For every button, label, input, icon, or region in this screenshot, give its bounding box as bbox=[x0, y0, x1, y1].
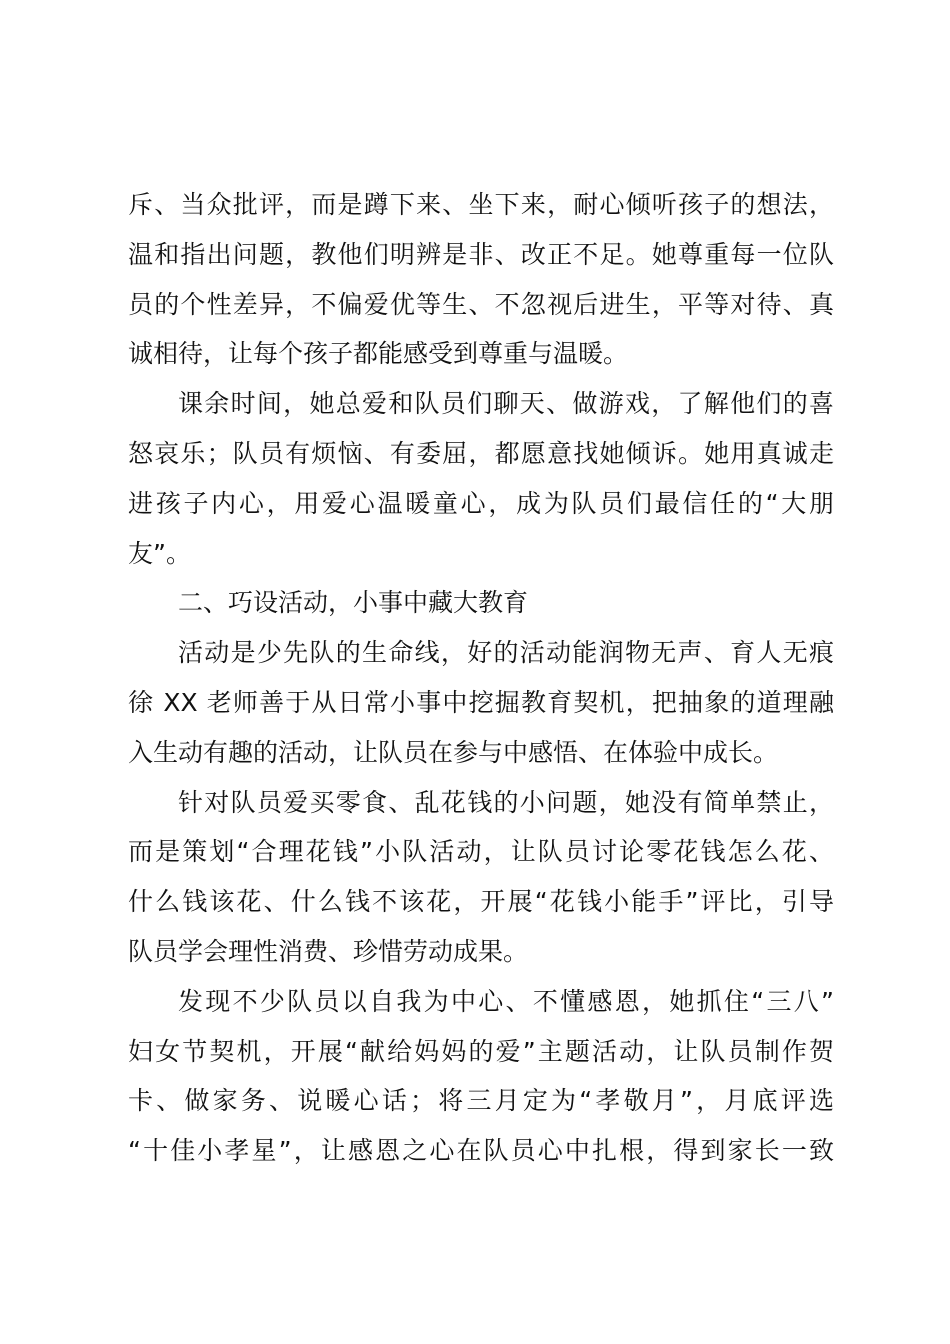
text-line: 活动是少先队的生命线，好的活动能润物无声、育人无痕 bbox=[178, 638, 834, 668]
text-line: 卡、做家务、说暖心话；将三月定为“孝敬月”，月底评选 bbox=[128, 1086, 834, 1116]
section-heading: 二、巧设活动，小事中藏大教育 bbox=[178, 588, 529, 618]
text-line: 怒哀乐；队员有烦恼、有委屈，都愿意找她倾诉。她用真诚走 bbox=[128, 438, 834, 468]
text-line: 队员学会理性消费、珍惜劳动成果。 bbox=[128, 936, 529, 966]
text-line: 徐 XX 老师善于从日常小事中挖掘教育契机，把抽象的道理融 bbox=[128, 687, 834, 717]
text-line: 诚相待，让每个孩子都能感受到尊重与温暖。 bbox=[128, 339, 629, 369]
text-line: 发现不少队员以自我为中心、不懂感恩，她抓住“三八” bbox=[178, 986, 834, 1016]
text-line: 员的个性差异，不偏爱优等生、不忽视后进生，平等对待、真 bbox=[128, 289, 834, 319]
text-line: 课余时间，她总爱和队员们聊天、做游戏，了解他们的喜 bbox=[178, 389, 834, 419]
text-line: 针对队员爱买零食、乱花钱的小问题，她没有简单禁止， bbox=[178, 787, 834, 817]
text-line: 妇女节契机，开展“献给妈妈的爱”主题活动，让队员制作贺 bbox=[128, 1036, 834, 1066]
text-line: 进孩子内心，用爱心温暖童心，成为队员们最信任的“大朋 bbox=[128, 488, 834, 518]
text-line: 友”。 bbox=[128, 538, 191, 568]
text-line: 什么钱该花、什么钱不该花，开展“花钱小能手”评比，引导 bbox=[128, 887, 834, 917]
text-line: “十佳小孝星”，让感恩之心在队员心中扎根，得到家长一致 bbox=[128, 1136, 834, 1166]
body-text bbox=[128, 180, 834, 1176]
text-line: 温和指出问题，教他们明辨是非、改正不足。她尊重每一位队 bbox=[128, 239, 834, 269]
text-line: 而是策划“合理花钱”小队活动，让队员讨论零花钱怎么花、 bbox=[128, 837, 834, 867]
text-line: 入生动有趣的活动，让队员在参与中感悟、在体验中成长。 bbox=[128, 737, 779, 767]
text-line: 斥、当众批评，而是蹲下来、坐下来，耐心倾听孩子的想法， bbox=[128, 190, 834, 219]
